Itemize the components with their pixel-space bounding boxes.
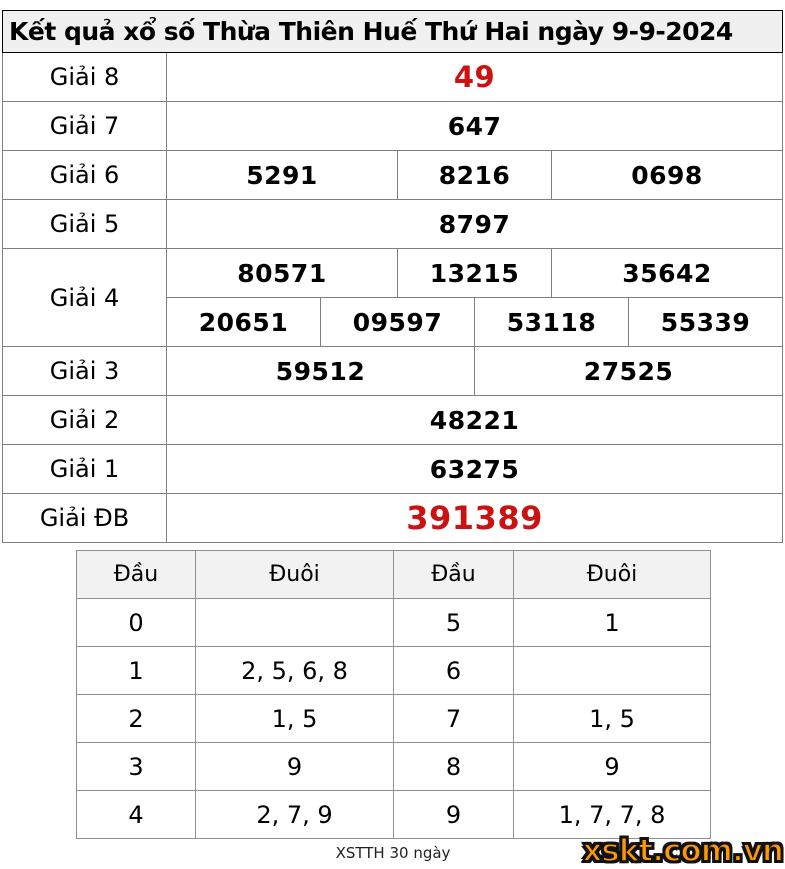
xskt-watermark-logo: xskt.com.vn — [582, 833, 783, 869]
prize-value-g4-5: 09597 — [321, 298, 475, 347]
prize-value-g6-1: 5291 — [167, 151, 398, 200]
prize-row-g4a — [3, 249, 783, 298]
head-cell: 2 — [77, 695, 196, 743]
prize-value-g4-2: 13215 — [398, 249, 552, 298]
prize-label-g2: Giải 2 — [3, 396, 167, 445]
prize-value-g3-2: 27525 — [475, 347, 783, 396]
head-cell: 5 — [394, 599, 514, 647]
head-cell: 1 — [77, 647, 196, 695]
prize-row-g1 — [3, 445, 783, 494]
head-tail-table — [76, 550, 711, 839]
head-column-header-2: Đầu — [394, 551, 514, 599]
prize-label-g5: Giải 5 — [3, 200, 167, 249]
tail-cell: 2, 7, 9 — [196, 791, 394, 839]
prize-label-g3: Giải 3 — [3, 347, 167, 396]
tail-cell: 1, 5 — [196, 695, 394, 743]
prize-row-g7 — [3, 102, 783, 151]
head-tail-row — [77, 743, 711, 791]
head-cell: 9 — [394, 791, 514, 839]
prize-label-gdb: Giải ĐB — [3, 494, 167, 543]
prize-value-g4-3: 35642 — [552, 249, 783, 298]
prize-value-gdb: 391389 — [167, 494, 783, 543]
prize-value-g1: 63275 — [167, 445, 783, 494]
tail-cell: 1, 5 — [514, 695, 711, 743]
tail-cell: 9 — [196, 743, 394, 791]
prize-row-g8 — [3, 53, 783, 102]
prize-value-g8: 49 — [167, 53, 783, 102]
prize-value-g4-4: 20651 — [167, 298, 321, 347]
head-tail-row — [77, 695, 711, 743]
head-tail-row — [77, 599, 711, 647]
title-row — [3, 11, 783, 53]
tail-column-header-1: Đuôi — [196, 551, 394, 599]
head-cell: 0 — [77, 599, 196, 647]
prize-row-g6 — [3, 151, 783, 200]
prize-value-g4-1: 80571 — [167, 249, 398, 298]
head-cell: 3 — [77, 743, 196, 791]
tail-cell: 1, 7, 7, 8 — [514, 791, 711, 839]
tail-column-header-2: Đuôi — [514, 551, 711, 599]
prize-label-g6: Giải 6 — [3, 151, 167, 200]
prize-value-g4-6: 53118 — [475, 298, 629, 347]
tail-cell: 2, 5, 6, 8 — [196, 647, 394, 695]
prize-value-g6-2: 8216 — [398, 151, 552, 200]
tail-cell: 1 — [514, 599, 711, 647]
head-tail-row — [77, 791, 711, 839]
stats-period-note: XSTTH 30 ngày — [335, 844, 451, 862]
prize-value-g4-7: 55339 — [629, 298, 783, 347]
tail-cell — [514, 647, 711, 695]
page-title: Kết quả xổ số Thừa Thiên Huế Thứ Hai ngày 9-9-2024 — [3, 11, 783, 53]
prize-row-g5 — [3, 200, 783, 249]
head-column-header-1: Đầu — [77, 551, 196, 599]
head-cell: 6 — [394, 647, 514, 695]
prize-label-g1: Giải 1 — [3, 445, 167, 494]
prize-label-g8: Giải 8 — [3, 53, 167, 102]
prize-value-g2: 48221 — [167, 396, 783, 445]
prize-row-gdb — [3, 494, 783, 543]
prize-value-g5: 8797 — [167, 200, 783, 249]
prize-row-g3 — [3, 347, 783, 396]
head-tail-header-row — [77, 551, 711, 599]
prize-value-g3-1: 59512 — [167, 347, 475, 396]
prize-row-g2 — [3, 396, 783, 445]
results-table — [2, 10, 783, 543]
head-cell: 8 — [394, 743, 514, 791]
head-cell: 7 — [394, 695, 514, 743]
tail-cell — [196, 599, 394, 647]
prize-label-g7: Giải 7 — [3, 102, 167, 151]
prize-label-g4: Giải 4 — [3, 249, 167, 347]
prize-value-g6-3: 0698 — [552, 151, 783, 200]
head-tail-row — [77, 647, 711, 695]
prize-value-g7: 647 — [167, 102, 783, 151]
head-cell: 4 — [77, 791, 196, 839]
tail-cell: 9 — [514, 743, 711, 791]
